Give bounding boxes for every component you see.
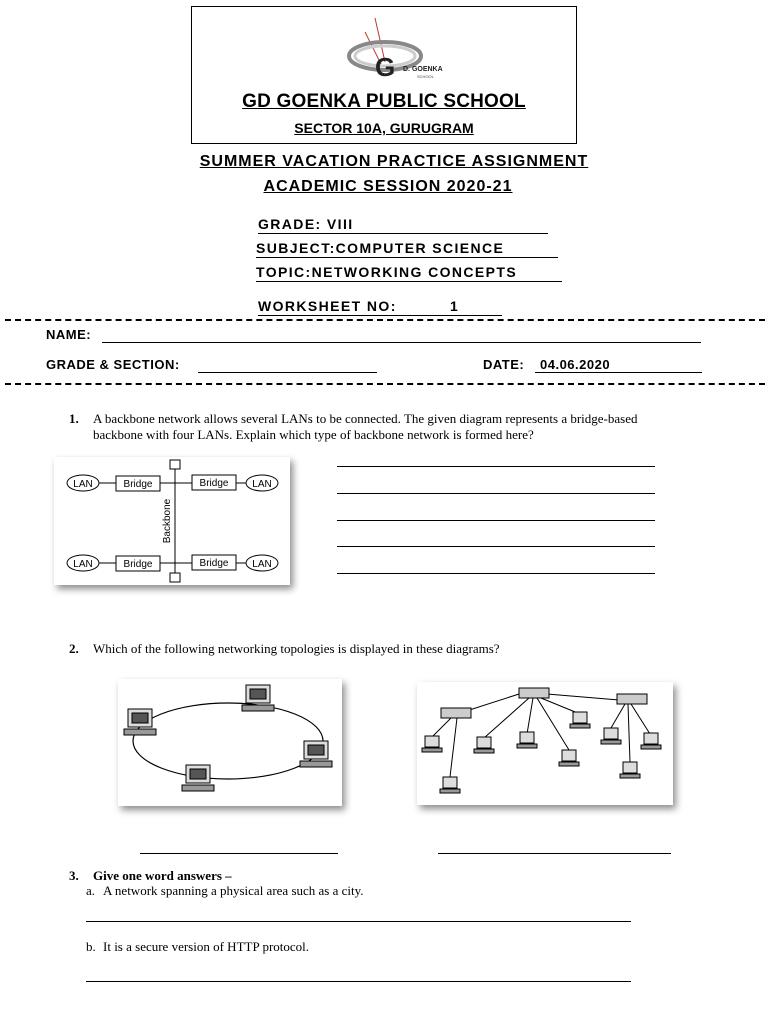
bridge-label: Bridge: [199, 478, 229, 489]
q2-answer-line-ring[interactable]: [140, 853, 338, 854]
topic-label: TOPIC:NETWORKING CONCEPTS: [256, 264, 518, 280]
name-label: NAME:: [46, 327, 92, 342]
tree-topology-diagram: [417, 682, 673, 805]
backbone-diagram: [54, 457, 290, 585]
bridge-label: Bridge: [199, 558, 229, 569]
ring-topology-diagram: [118, 679, 342, 806]
name-field[interactable]: [102, 342, 701, 343]
topic-underline: [256, 281, 562, 282]
computer-icon: [124, 709, 156, 735]
worksheet-label: WORKSHEET NO:: [258, 298, 397, 314]
grade-section-field[interactable]: [198, 372, 377, 373]
q1-text-line1: A backbone network allows several LANs to be connected. The given diagram represents a bridge-based: [93, 411, 638, 426]
assignment-title: SUMMER VACATION PRACTICE ASSIGNMENT: [199, 153, 589, 170]
logo-subtext: SCHOOL: [417, 74, 434, 79]
bridge-label: Bridge: [123, 479, 153, 490]
computer-icon: [620, 762, 640, 778]
hub-icon: [617, 694, 647, 704]
q3a-label: a.: [86, 883, 96, 898]
backbone-terminator: [170, 573, 180, 582]
date-field[interactable]: [535, 372, 702, 373]
dashed-divider: [5, 383, 765, 385]
grade-label: GRADE: VIII: [258, 216, 354, 232]
computer-icon: [517, 732, 537, 748]
q1-number: 1.: [69, 411, 79, 426]
q2-answer-line-tree[interactable]: [438, 853, 671, 854]
q3-heading: Give one word answers –: [93, 868, 232, 883]
school-name: GD GOENKA PUBLIC SCHOOL: [242, 91, 526, 112]
dashed-divider: [5, 319, 765, 321]
worksheet-number: 1: [450, 298, 460, 314]
grade-underline: [258, 233, 548, 234]
q2-number: 2.: [69, 641, 79, 656]
q3b-answer-line[interactable]: [86, 981, 631, 982]
subject-underline: [256, 257, 558, 258]
lan-label: LAN: [73, 559, 93, 570]
ring-cable: [133, 703, 323, 779]
q2-text: Which of the following networking topologies is displayed in these diagrams?: [93, 641, 500, 656]
computer-icon: [300, 741, 332, 767]
backbone-terminator: [170, 460, 180, 469]
session-title: ACADEMIC SESSION 2020-21: [263, 178, 513, 195]
hub-icon: [519, 688, 549, 698]
computer-icon: [440, 777, 460, 793]
logo-text: D. GOENKA: [403, 66, 443, 73]
logo-mark: G: [375, 52, 396, 82]
q1-answer-line[interactable]: [337, 520, 655, 521]
grade-section-label: GRADE & SECTION:: [46, 357, 180, 372]
q1-answer-line[interactable]: [337, 466, 655, 467]
date-value: 04.06.2020: [540, 357, 611, 372]
subject-label: SUBJECT:COMPUTER SCIENCE: [256, 240, 505, 256]
q3-number: 3.: [69, 868, 79, 883]
computer-icon: [422, 736, 442, 752]
q3a-text: A network spanning a physical area such as a city.: [103, 883, 364, 898]
q1-answer-line[interactable]: [337, 573, 655, 574]
lan-label: LAN: [73, 479, 93, 490]
lan-label: LAN: [252, 559, 272, 570]
computer-icon: [474, 737, 494, 753]
bridge-label: Bridge: [123, 559, 153, 570]
computer-icon: [182, 765, 214, 791]
computer-icon: [601, 728, 621, 744]
computer-icon: [242, 685, 274, 711]
q1-answer-line[interactable]: [337, 493, 655, 494]
school-logo: [335, 14, 465, 90]
q3a-answer-line[interactable]: [86, 921, 631, 922]
computer-icon: [559, 750, 579, 766]
hub-icon: [441, 708, 471, 718]
backbone-label: Backbone: [162, 498, 173, 544]
date-label: DATE:: [483, 357, 525, 372]
q3b-label: b.: [86, 939, 96, 954]
lan-label: LAN: [252, 479, 272, 490]
q3b-text: It is a secure version of HTTP protocol.: [103, 939, 310, 954]
worksheet-underline: [258, 315, 502, 316]
q1-answer-line[interactable]: [337, 546, 655, 547]
school-sector: SECTOR 10A, GURUGRAM: [294, 120, 474, 136]
computer-icon: [641, 733, 661, 749]
computer-icon: [570, 712, 590, 728]
q1-text-line2: backbone with four LANs. Explain which type of backbone network is formed here?: [93, 427, 534, 442]
